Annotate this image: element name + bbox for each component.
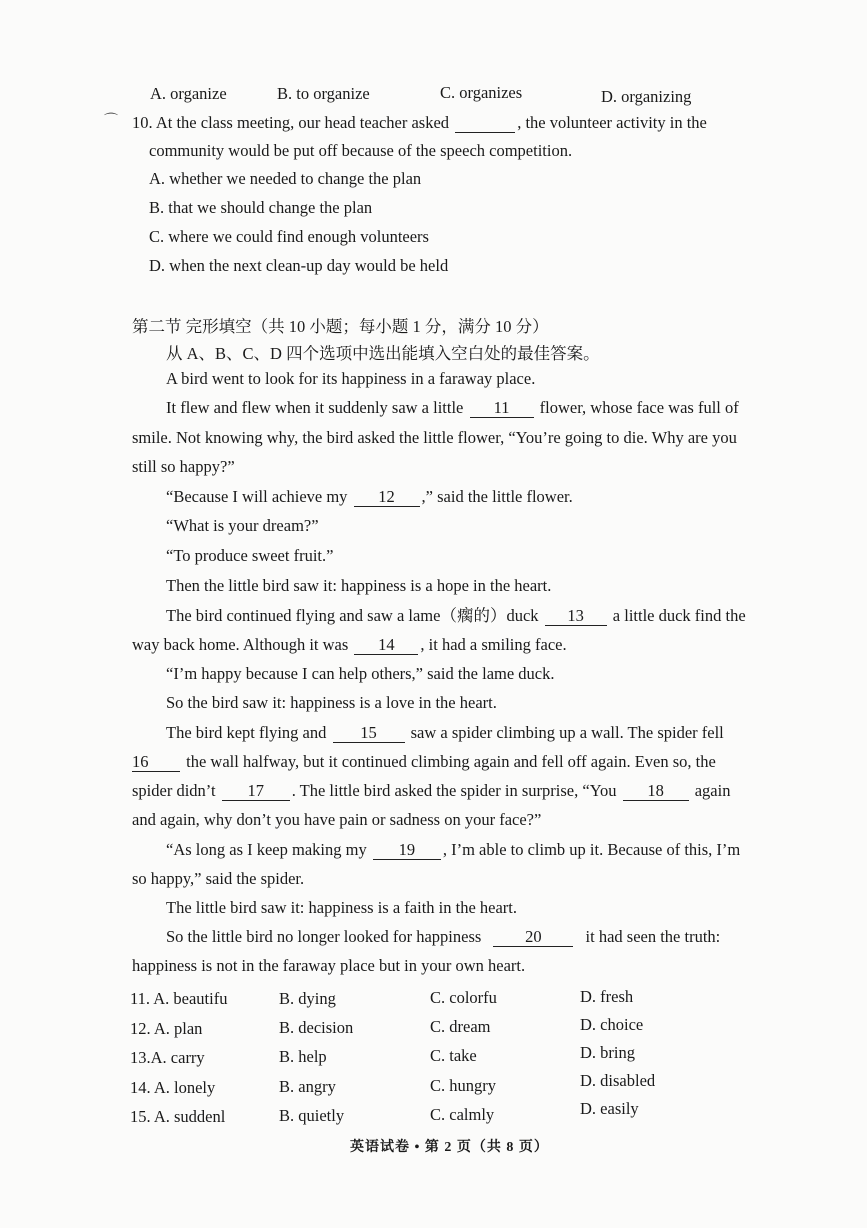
q9-option-c: C. organizes: [440, 83, 523, 102]
text-segment: a little duck find the: [612, 606, 746, 625]
text-segment: the wall halfway, but it continued climbing again and fell off again. Even so, the: [186, 752, 716, 771]
passage-p9: So the bird saw it: happiness is a love in the heart.: [166, 693, 497, 712]
passage-p3: [166, 487, 573, 507]
passage-p2-line3: still so happy?”: [132, 457, 235, 476]
blank-20: 20: [493, 928, 573, 947]
q13-option-b: B. help: [279, 1047, 327, 1066]
q10-stem-line-1: [132, 113, 746, 133]
q15-option-d: D. easily: [580, 1099, 639, 1118]
q10-option-d: D. when the next clean-up day would be held: [149, 256, 449, 275]
passage-p10-line2: [132, 752, 716, 772]
passage-p13-line2: happiness is not in the faraway place but in your own heart.: [132, 956, 526, 975]
q9-option-b: B. to organize: [277, 84, 370, 103]
passage-p7-line2: [132, 635, 567, 655]
q10-option-a: A. whether we needed to change the plan: [149, 169, 422, 188]
q14-option-c: C. hungry: [430, 1076, 496, 1095]
q13-option-a: 13.A. carry: [130, 1048, 205, 1067]
passage-p11-line2: so happy,” said the spider.: [132, 869, 305, 888]
passage-p12: The little bird saw it: happiness is a faith in the heart.: [166, 898, 517, 917]
q12-option-b: B. decision: [279, 1018, 354, 1037]
passage-p1: A bird went to look for its happiness in a faraway place.: [166, 369, 536, 388]
passage-p10-line1: [166, 723, 724, 743]
text-segment: So the little bird no longer looked for happiness: [166, 927, 482, 946]
text-segment: The bird continued flying and saw a lame（瘸的）duck: [166, 606, 539, 625]
q15-option-a: 15. A. suddenl: [130, 1107, 226, 1126]
text-segment: flower, whose face was full of: [539, 398, 739, 417]
passage-p10-line4: and again, why don’t you have pain or sadness on your face?”: [132, 810, 542, 829]
text-segment: , it had a smiling face.: [420, 635, 567, 654]
blank-19: 19: [373, 841, 441, 860]
q12-option-d: D. choice: [580, 1015, 644, 1034]
section-heading: 第二节 完形填空（共 10 小题；每小题 1 分，满分 10 分）: [132, 317, 549, 336]
q12-option-a: 12. A. plan: [130, 1019, 203, 1038]
text-segment: way back home. Although it was: [132, 635, 349, 654]
q10-blank: [455, 114, 515, 133]
q12-option-c: C. dream: [430, 1017, 491, 1036]
text-segment: “As long as I keep making my: [166, 840, 367, 859]
passage-p10-line3: [132, 781, 730, 801]
q10-stem-after: , the volunteer activity in the: [517, 113, 707, 132]
page-footer: 英语试卷 • 第 2 页（共 8 页）: [350, 1140, 549, 1155]
text-segment: It flew and flew when it suddenly saw a little: [166, 398, 464, 417]
q14-option-a: 14. A. lonely: [130, 1078, 216, 1097]
text-segment: it had seen the truth:: [585, 927, 721, 946]
blank-17: 17: [222, 782, 290, 801]
q13-option-d: D. bring: [580, 1043, 635, 1062]
q15-option-b: B. quietly: [279, 1106, 345, 1125]
passage-p11-line1: [166, 840, 740, 860]
passage-p2-line2: smile. Not knowing why, the bird asked the little flower, “You’re going to die. Why are you: [132, 428, 737, 447]
passage-p8: “I’m happy because I can help others,” said the lame duck.: [166, 664, 555, 683]
q14-option-b: B. angry: [279, 1077, 336, 1096]
passage-p7-line1: [166, 606, 746, 626]
q10-option-b: B. that we should change the plan: [149, 198, 373, 217]
q13-option-c: C. take: [430, 1046, 477, 1065]
passage-p4: “What is your dream?”: [166, 516, 319, 535]
text-segment: saw a spider climbing up a wall. The spider fell: [410, 723, 724, 742]
q14-option-d: D. disabled: [580, 1071, 656, 1090]
q10-stem-text: 10. At the class meeting, our head teacher asked: [132, 113, 450, 132]
blank-14: 14: [354, 636, 418, 655]
blank-11: 11: [470, 399, 534, 418]
blank-13: 13: [545, 607, 607, 626]
q11-option-c: C. colorfu: [430, 988, 497, 1007]
passage-p6: Then the little bird saw it: happiness is a hope in the heart.: [166, 576, 552, 595]
blank-18: 18: [623, 782, 689, 801]
blank-16: 16: [132, 753, 180, 772]
text-segment: The bird kept flying and: [166, 723, 327, 742]
q15-option-c: C. calmly: [430, 1105, 495, 1124]
blank-12: 12: [354, 488, 420, 507]
q10-option-c: C. where we could find enough volunteers: [149, 227, 429, 246]
passage-p2-line1: [166, 398, 739, 418]
q11-option-d: D. fresh: [580, 987, 634, 1006]
text-segment: , I’m able to climb up it. Because of this, I’m: [442, 840, 741, 859]
text-segment: spider didn’t: [132, 781, 216, 800]
blank-15: 15: [333, 724, 405, 743]
stray-mark: ⌒: [104, 114, 118, 129]
q11-option-a: 11. A. beautifu: [130, 989, 228, 1008]
passage-p13-line1: [166, 927, 720, 947]
q10-stem-line-2: community would be put off because of the speech competition.: [149, 141, 573, 160]
text-segment: “Because I will achieve my: [166, 487, 348, 506]
text-segment: again: [694, 781, 731, 800]
q9-option-a: A. organize: [150, 84, 227, 103]
passage-p5: “To produce sweet fruit.”: [166, 546, 334, 565]
text-segment: . The little bird asked the spider in surprise, “You: [291, 781, 617, 800]
q9-option-d: D. organizing: [601, 87, 692, 106]
q11-option-b: B. dying: [279, 989, 336, 1008]
section-instruction: 从 A、B、C、D 四个选项中选出能填入空白处的最佳答案。: [166, 344, 600, 363]
text-segment: ,” said the little flower.: [421, 487, 573, 506]
